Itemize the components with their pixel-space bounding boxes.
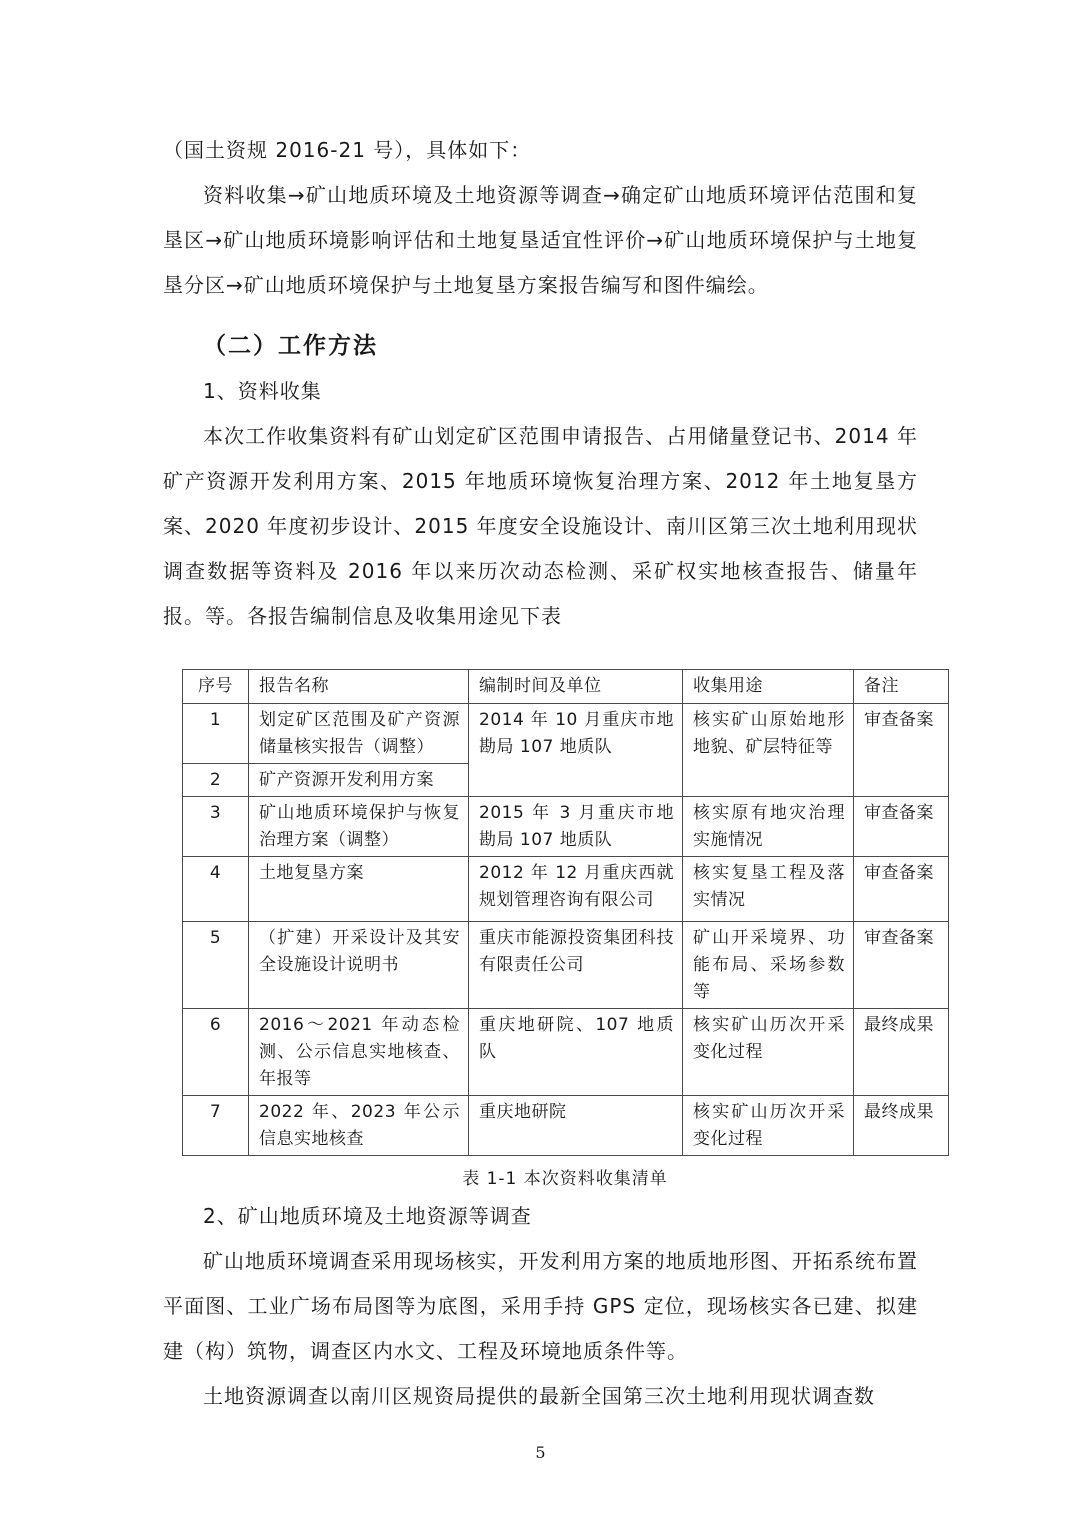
table-row	[183, 1009, 949, 1096]
paragraph-collection-details: 本次工作收集资料有矿山划定矿区范围申请报告、占用储量登记书、2014 年矿产资源开发利用方案、2015 年地质环境恢复治理方案、2012 年土地复垦方案、2020 年度初步设计、2015 年度安全设施设计、南川区第三次土地利用现状调查数据等资料及 2016 年以来历次动态检测、采矿权实地核查报告、储量年报。等。各报告编制信息及收集用途见下表	[163, 424, 918, 628]
table-cell-report-name: 土地复垦方案	[249, 857, 469, 922]
table-cell-purpose: 核实矿山历次开采变化过程	[683, 1096, 854, 1156]
table-cell-remark: 审查备案	[854, 704, 949, 797]
column-header-remark: 备注	[854, 670, 949, 704]
table-cell-seq: 5	[183, 922, 249, 1009]
table-cell-report-name: 矿山地质环境保护与恢复治理方案（调整）	[249, 797, 469, 857]
table-cell-seq: 6	[183, 1009, 249, 1096]
table-cell-seq: 2	[183, 764, 249, 797]
table-cell-report-name: 2022 年、2023 年公示信息实地核查	[249, 1096, 469, 1156]
table-row	[183, 797, 949, 857]
page-number: 5	[535, 1443, 546, 1462]
data-collection-table	[182, 669, 949, 1156]
column-header-report-name: 报告名称	[249, 670, 469, 704]
table-cell-remark: 审查备案	[854, 922, 949, 1009]
table-cell-seq: 3	[183, 797, 249, 857]
table-cell-time-unit: 2015 年 3 月重庆市地勘局 107 地质队	[469, 797, 683, 857]
table-cell-remark: 最终成果	[854, 1009, 949, 1096]
table-cell-remark: 审查备案	[854, 857, 949, 922]
table-row	[183, 857, 949, 922]
table-cell-remark: 审查备案	[854, 797, 949, 857]
table-cell-seq: 1	[183, 704, 249, 764]
table-cell-time-unit: 重庆地研院	[469, 1096, 683, 1156]
column-header-purpose: 收集用途	[683, 670, 854, 704]
table-cell-seq: 7	[183, 1096, 249, 1156]
table-cell-report-name: 划定矿区范围及矿产资源储量核实报告（调整）	[249, 704, 469, 764]
table-cell-remark: 最终成果	[854, 1096, 949, 1156]
table-cell-purpose: 矿山开采境界、功能布局、采场参数等	[683, 922, 854, 1009]
table-cell-report-name: （扩建）开采设计及其安全设施设计说明书	[249, 922, 469, 1009]
table-cell-report-name: 2016～2021 年动态检测、公示信息实地核查、年报等	[249, 1009, 469, 1096]
paragraph-workflow: 资料收集→矿山地质环境及土地资源等调查→确定矿山地质环境评估范围和复垦区→矿山地质环境影响评估和土地复垦适宜性评价→矿山地质环境保护与土地复垦分区→矿山地质环境保护与土地复垦方案报告编写和图件编绘。	[163, 183, 918, 297]
subheading-data-collection: 1、资料收集	[203, 379, 322, 403]
paragraph-intro: （国土资规 2016-21 号），具体如下：	[163, 138, 532, 162]
table-cell-purpose: 核实复垦工程及落实情况	[683, 857, 854, 922]
paragraph-land-survey: 土地资源调查以南川区规资局提供的最新全国第三次土地利用现状调查数	[203, 1384, 875, 1408]
table-cell-seq: 4	[183, 857, 249, 922]
table-cell-time-unit: 重庆市能源投资集团科技有限责任公司	[469, 922, 683, 1009]
table-caption: 表 1-1 本次资料收集清单	[462, 1169, 668, 1189]
table-row	[183, 1096, 949, 1156]
table-cell-time-unit: 重庆地研院、107 地质队	[469, 1009, 683, 1096]
table-cell-time-unit: 2012 年 12 月重庆西就规划管理咨询有限公司	[469, 857, 683, 922]
table-row	[183, 922, 949, 1009]
subheading-environment-survey: 2、矿山地质环境及土地资源等调查	[203, 1204, 532, 1228]
table-cell-report-name: 矿产资源开发利用方案	[249, 764, 469, 797]
table-cell-time-unit: 2014 年 10 月重庆市地勘局 107 地质队	[469, 704, 683, 797]
table-row	[183, 704, 949, 764]
column-header-seq: 序号	[183, 670, 249, 704]
table-cell-purpose: 核实矿山历次开采变化过程	[683, 1009, 854, 1096]
table-header-row	[183, 670, 949, 704]
paragraph-survey-method: 矿山地质环境调查采用现场核实，开发利用方案的地质地形图、开拓系统布置平面图、工业广场布局图等为底图，采用手持 GPS 定位，现场核实各已建、拟建建（构）筑物，调查区内水文、工程及环境地质条件等。	[163, 1249, 918, 1363]
table-cell-purpose: 核实原有地灾治理实施情况	[683, 797, 854, 857]
column-header-time-unit: 编制时间及单位	[469, 670, 683, 704]
section-heading-work-method: （二）工作方法	[203, 333, 378, 359]
table-cell-purpose: 核实矿山原始地形地貌、矿层特征等	[683, 704, 854, 797]
